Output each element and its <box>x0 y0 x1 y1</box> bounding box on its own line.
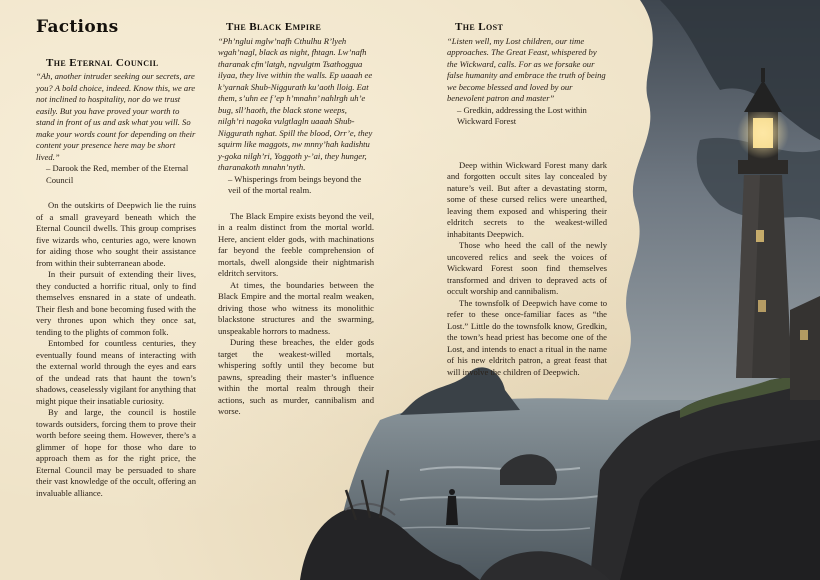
faction-quote: “Listen well, my Lost children, our time approaches. The Great Feast, whispered by the Wickward, calls. For as we forsake our false humanity and embrace the truth of being we become blessed and loved by our benevolent patron and master” <box>447 35 606 103</box>
faction-quote: “Ph’nglui mglw’nafh Cthulhu R’lyeh wgah’nagl, black as night, fhtagn. Lw’nafh tharanak cfm’latgh, ngvulgtm Tsathoggua ilyaa, they live within the walls. Ep uaaah ee k’yarnak Shub-Niggurath ku’aoth lloig. Eat them, s’uhn ee f’ep h’mnahn’ nahlrgh uh’e bug, sll’haoth, the black stone weeps, nilgh’ri nagoka vulgtlagln uaaah Shub-Niggurath nghat. Spill the blood, Orr’e, they squirm like maggots, nw mnny’hah kadishtu y-goka nilgh’ri, Yoggoth y-’ai, they hunger, tharanakoth mnahn’nyth. <box>218 35 373 172</box>
body-paragraph: Deep within Wickward Forest many dark and forgotten occult sites lay concealed by nature’s veil. But after a devastating storm, some of these cursed relics were unearthed, leaving them exposed and whispering their eldritch secrets to the weakest-willed inhabitants Deepwich. <box>447 159 607 239</box>
body-paragraph: At times, the boundaries between the Black Empire and the mortal realm weaken, driving those who witness its monolithic blackstone structures and the swarming, unspeakable horrors to madness. <box>218 279 374 336</box>
body-paragraph: Those who heed the call of the newly uncovered relics and seek the voices of Wickward Forest soon find themselves transformed and driven to depraved acts of occult worship and cannibalism. <box>447 240 607 296</box>
body-paragraph: In their pursuit of extending their lives, they conducted a horrific ritual, only to find themselves ensnared in a state of undeath. Their flesh and bone becoming fused with the very thrones upon which they once sat, tending to the plights of common folk. <box>36 269 196 337</box>
quote-attribution: – Darook the Red, member of the Eternal Council <box>46 163 189 185</box>
quote-attribution: – Gredkin, addressing the Lost within Wickward Forest <box>457 104 587 126</box>
body-paragraph: By and large, the council is hostile towards outsiders, forcing them to prove their worth before seeing them. However, there’s a glimmer of hope for those who dare to approach them as for the right price, the Eternal Council may be persuaded to share their vast knowledge of the occult, offering an invaluable alliance. <box>36 407 196 498</box>
body-paragraph: On the outskirts of Deepwich lie the ruins of a small graveyard beneath which the Eternal Council dwells. This group comprises five wizards who, centuries ago, were known for aiding those who sought their assistance from within their subterranean abode. <box>36 200 196 268</box>
keeper-house <box>790 296 820 400</box>
body-paragraph: During these breaches, the elder gods target the weakest-willed mortals, whispering softly until they become but pawns, spreading their master’s influence within the mortal realm through their actions, such as murder, cannibalism and worse. <box>218 337 374 416</box>
column-left <box>36 17 196 499</box>
body-paragraph: Entombed for countless centuries, they eventually found means of interacting with the external world through the eyes and ears of the undead rats that haunt the town’s shadows, ceaselessly vigilant for anything that might pique their insatiable curiosity. <box>36 338 196 406</box>
page-title: Factions <box>36 17 119 37</box>
body-paragraph: The Black Empire exists beyond the veil, in a realm distinct from the mortal world. Here, ancient elder gods, with machinations far beyond the feeble comprehension of mortals, dwell alongside their nightmarish eldritch servitors. <box>218 210 374 278</box>
section-heading: The Lost <box>455 21 504 33</box>
section-heading: The Eternal Council <box>46 56 159 69</box>
quote-attribution: – Whisperings from beings beyond the veil of the mortal realm. <box>228 173 362 195</box>
section-heading: The Black Empire <box>226 21 322 33</box>
body-paragraph: The townsfolk of Deepwich have come to refer to these once-familiar faces as “the Lost.” Little do the townsfolk know, Gredkin, the town’s head priest has become one of the Lost, and intends to enact a ritual in the name of his new eldritch patron, a great feast that will involve the children of Deepwich. <box>447 297 607 377</box>
column-right <box>447 22 607 378</box>
column-middle <box>218 22 374 418</box>
faction-quote: “Ah, another intruder seeking our secrets, are you? A bold choice, indeed. Know this, we are not inclined to hospitality, nor do we trust easily. But you have proved your worth to stand in front of us and ask what you will. So make your words count for depending on their content your presence here may be short lived.” <box>36 71 196 162</box>
